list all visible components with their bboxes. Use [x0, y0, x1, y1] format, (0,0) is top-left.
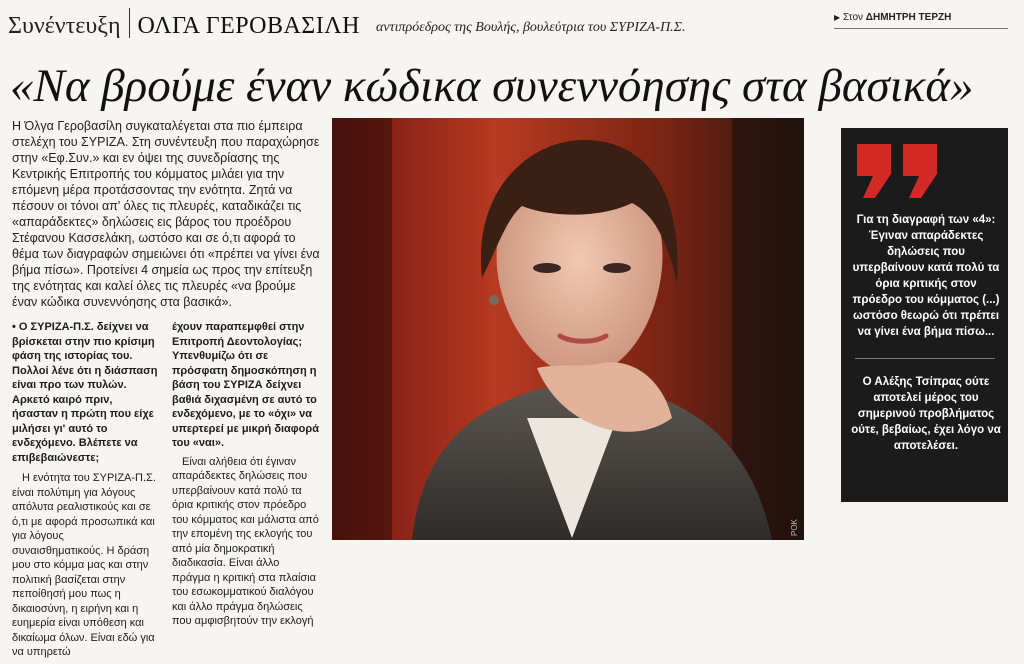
interview-answer: Είναι αλήθεια ότι έγιναν απαράδεκτες δηλώσεις που υπερβαίνουν κατά πολύ τα όρια κριτικής στον πρόεδρο του κόμματος και μάλιστα από την επομένη της εκλογής του από μία δημοκρατική διαδικασία. Είναι άλλο πράγμα η κριτική στα πλαίσια του εσωκομματικού διαλόγου και άλλο πράγμα δηλώσεις που αμφισβητούν την εκλογή	[172, 455, 319, 627]
author-name: ΔΗΜΗΤΡΗ ΤΕΡΖΗ	[865, 12, 952, 23]
interviewee-role: αντιπρόεδρος της Βουλής, βουλεύτρια του ΣΥΡΙΖΑ-Π.Σ.	[376, 20, 686, 35]
pull-quote-primary: Για τη διαγραφή των «4»: Έγιναν απαράδεκτες δηλώσεις που υπερβαίνουν κατά πολύ τα όρια κριτικής στον πρόεδρο του κόμματος (...) ωστόσο θεωρώ ότι πρέπει να γίνει ένα βήμα πίσω...	[852, 214, 1000, 338]
portrait-illustration	[332, 118, 804, 540]
author-prefix: Στον	[842, 12, 864, 23]
author-rule	[834, 28, 1008, 29]
interview-answer: Η ενότητα του ΣΥΡΙΖΑ-Π.Σ. είναι πολύτιμη για λόγους απόλυτα ρεαλιστικούς και σε ό,τι με αφορά προσωπικά και για λόγους συναισθηματικούς. Η δράση μου στο κόμμα μας και στην πολιτική βασίζεται στην πεποίθησή μου πως η δικαιοσύνη, η ειρήνη και η ευημερία είναι υπόθεση και δικαίωμα όλων. Είναι εδώ για να υπηρετώ	[12, 472, 156, 658]
pull-quote-sidebar	[841, 128, 1008, 502]
header-divider	[129, 8, 130, 38]
intro-paragraph: Η Όλγα Γεροβασίλη συγκαταλέγεται στα πιο έμπειρα στελέχη του ΣΥΡΙΖΑ. Στη συνέντευξη που παραχώρησε στην «Εφ.Συν.» και εν όψει της συνεδρίασης της Κεντρικής Επιτροπής του κόμματος μιλάει για την επόμενη μέρα προτάσσοντας την ενότητα. Ζητά να πέσουν οι τόνοι απ' όλες τις πλευρές, καταδικάζει τις «απαράδεκτες» δηλώσεις εις βάρος του προέδρου Στέφανου Κασσελάκη, ωστόσο και σε ό,τι αφορά το θέμα των διαγραφών σημειώνει ότι «πρέπει να γίνει ένα βήμα πίσω». Προτείνει 4 σημεία ως προς την επίτευξη της ενότητας και καλεί όλες τις πλευρές «να βρούμε έναν κώδικα συνεννόησης στα βασικά».	[12, 119, 320, 309]
arrow-right-icon: ▶	[834, 13, 841, 22]
interviewee-name: ΟΛΓΑ ΓΕΡΟΒΑΣΙΛΗ	[137, 13, 361, 39]
pull-quote-secondary: Ο Αλέξης Τσίπρας ούτε αποτελεί μέρος του σημερινού προβλήματος ούτε, βεβαίως, έχει λόγο να αποτελέσει.	[851, 376, 1001, 452]
interviewee-photo	[332, 118, 804, 540]
author-credit	[834, 12, 1014, 25]
interview-question: • Ο ΣΥΡΙΖΑ-Π.Σ. δείχνει να βρίσκεται στην πιο κρίσιμη φάση της ιστορίας του. Πολλοί λένε ότι η διάσπαση είναι προ των πυλών. Αρκετό καιρό πριν, ήσασταν η πρώτη που είχε μιλήσει γι' αυτό το ενδεχόμενο. Βλέπετε να επιβεβαιώνεστε;	[12, 321, 158, 464]
quote-mark-icon	[855, 142, 941, 205]
column-left	[12, 320, 158, 664]
interview-question-continued: έχουν παραπεμφθεί στην Επιτροπή Δεοντολογίας; Υπενθυμίζω ότι σε πρόσφατη δημοσκόπηση η βάση του ΣΥΡΙΖΑ δείχνει βαθιά διχασμένη σε αυτό το ενδεχόμενο, με το «όχι» να υπερτερεί με μικρή διαφορά του «ναι».	[172, 321, 319, 449]
quote-divider	[855, 358, 995, 359]
article-header	[8, 6, 686, 40]
photo-credit: ΡΟΚ	[790, 519, 799, 536]
column-right	[172, 320, 320, 633]
headline: «Να βρούμε έναν κώδικα συνεννόησης στα βασικά»	[10, 60, 974, 112]
section-label: Συνέντευξη	[8, 13, 121, 39]
